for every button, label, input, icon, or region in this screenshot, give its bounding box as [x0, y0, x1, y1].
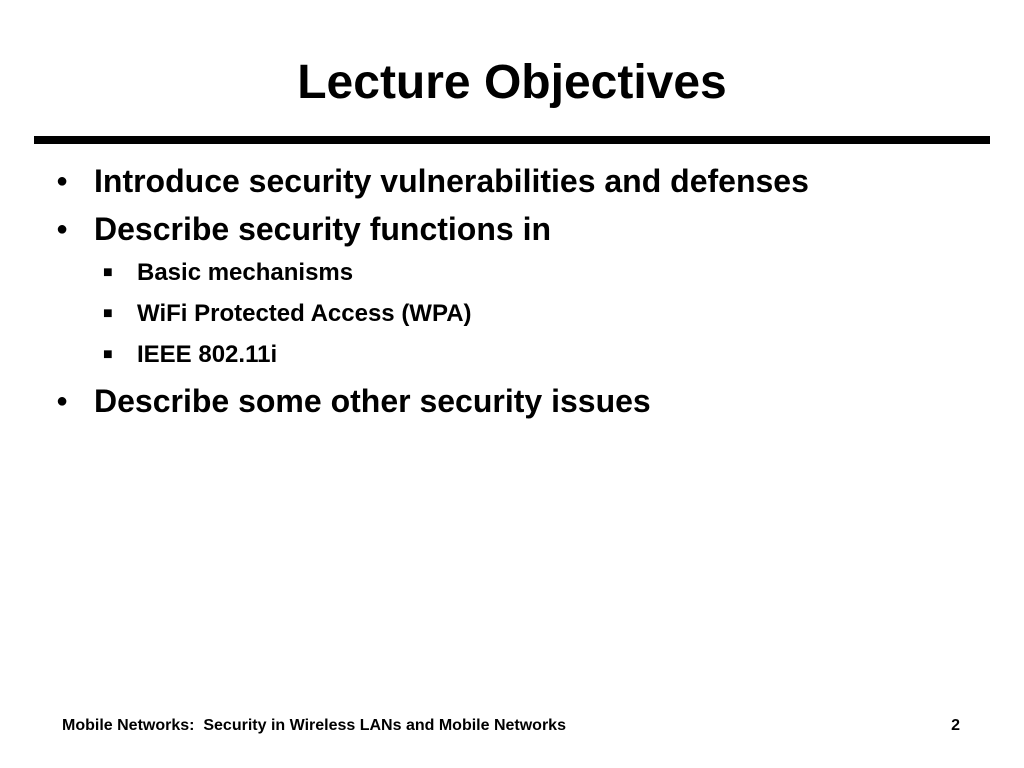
bullet-text: Describe security functions in: [94, 211, 552, 247]
bullet-square-icon: ■: [103, 346, 113, 363]
sub-bullet-text: IEEE 802.11i: [137, 341, 278, 368]
sub-bullet-item: [103, 299, 472, 329]
sub-bullet-item: [103, 258, 353, 288]
bullet-dot-icon: ●: [56, 170, 69, 192]
sub-bullet-item: [103, 340, 277, 370]
bullet-square-icon: ■: [103, 305, 113, 322]
title-divider: [34, 136, 990, 144]
sub-bullet-text: Basic mechanisms: [137, 259, 354, 286]
bullet-text: Describe some other security issues: [94, 383, 651, 419]
bullet-text: Introduce security vulnerabilities and defenses: [94, 163, 809, 199]
footer-title: Mobile Networks: Security in Wireless LANs and Mobile Networks: [62, 717, 566, 734]
bullet-square-icon: ■: [103, 264, 113, 281]
bullet-item: [54, 381, 651, 421]
bullet-dot-icon: ●: [56, 218, 69, 240]
bullet-item: [54, 161, 809, 201]
slide-title: Lecture Objectives: [297, 56, 727, 109]
bullet-item: [54, 209, 551, 249]
sub-bullet-text: WiFi Protected Access (WPA): [137, 300, 472, 327]
page-number: 2: [951, 717, 960, 734]
bullet-dot-icon: ●: [56, 390, 69, 412]
